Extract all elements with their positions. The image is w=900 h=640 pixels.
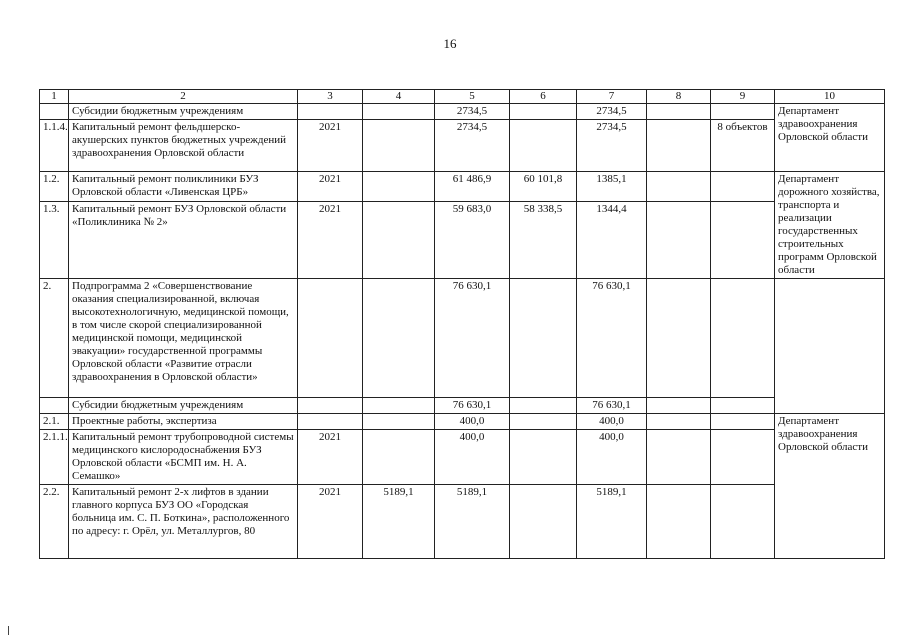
row-col4	[363, 398, 435, 414]
row-year	[298, 414, 363, 430]
table-row	[40, 414, 885, 430]
row-name: Субсидии бюджетным учреждениям	[69, 398, 298, 414]
table-row	[40, 430, 885, 485]
row-col4	[363, 172, 435, 202]
row-name: Капитальный ремонт фельдшерско-акушерских пунктов бюджетных учреждений здравоохранения Орловской области	[69, 120, 298, 172]
row-col4	[363, 430, 435, 485]
page-number: 16	[443, 36, 457, 51]
table-row	[40, 104, 885, 120]
row-index: 2.1.	[40, 414, 69, 430]
row-year: 2021	[298, 120, 363, 172]
row-col4: 5189,1	[363, 485, 435, 559]
row-col8	[647, 120, 711, 172]
table-header-row	[40, 90, 885, 104]
row-name: Подпрограмма 2 «Совершенствование оказания специализированной, включая высокотехнологичную, медицинской помощи, в том числе скорой специализированной медицинской помощи, медицинской эвакуации» государственной программы Орловской области «Развитие отрасли здравоохранения в Орловской области»	[69, 279, 298, 398]
row-col9	[711, 104, 775, 120]
row-col6	[510, 414, 577, 430]
row-name: Капитальный ремонт БУЗ Орловской области «Поликлиника № 2»	[69, 202, 298, 279]
row-col9	[711, 202, 775, 279]
row-col9	[711, 430, 775, 485]
row-col6: 60 101,8	[510, 172, 577, 202]
column-header: 9	[711, 90, 775, 104]
row-year: 2021	[298, 172, 363, 202]
row-col6	[510, 430, 577, 485]
column-header: 10	[775, 90, 885, 104]
responsible-empty	[775, 279, 885, 414]
responsible-department: Департамент дорожного хозяйства, транспорта и реализации государственных строительных программ Орловской области	[775, 172, 885, 279]
row-col8	[647, 172, 711, 202]
row-name: Субсидии бюджетным учреждениям	[69, 104, 298, 120]
row-index: 2.	[40, 279, 69, 398]
responsible-department: Департамент здравоохранения Орловской области	[775, 104, 885, 172]
row-col7: 76 630,1	[577, 279, 647, 398]
row-index: 1.2.	[40, 172, 69, 202]
row-col8	[647, 398, 711, 414]
row-col8	[647, 414, 711, 430]
row-col6	[510, 398, 577, 414]
row-col5: 400,0	[435, 414, 510, 430]
row-year: 2021	[298, 202, 363, 279]
row-col5: 5189,1	[435, 485, 510, 559]
row-col7: 5189,1	[577, 485, 647, 559]
row-name: Проектные работы, экспертиза	[69, 414, 298, 430]
row-col6	[510, 485, 577, 559]
scan-artifact	[8, 626, 9, 635]
column-header: 5	[435, 90, 510, 104]
table-row	[40, 202, 885, 279]
row-col7: 2734,5	[577, 104, 647, 120]
responsible-department: Департамент здравоохранения Орловской области	[775, 414, 885, 559]
row-col4	[363, 120, 435, 172]
row-col5: 76 630,1	[435, 398, 510, 414]
row-col6	[510, 279, 577, 398]
row-col7: 2734,5	[577, 120, 647, 172]
row-col9	[711, 172, 775, 202]
row-index: 2.2.	[40, 485, 69, 559]
row-col5: 61 486,9	[435, 172, 510, 202]
row-name: Капитальный ремонт поликлиники БУЗ Орловской области «Ливенская ЦРБ»	[69, 172, 298, 202]
column-header: 8	[647, 90, 711, 104]
row-col9: 8 объектов	[711, 120, 775, 172]
table-row	[40, 120, 885, 172]
row-col6: 58 338,5	[510, 202, 577, 279]
row-col5: 400,0	[435, 430, 510, 485]
row-col7: 76 630,1	[577, 398, 647, 414]
column-header: 3	[298, 90, 363, 104]
row-col7: 1344,4	[577, 202, 647, 279]
row-col4	[363, 104, 435, 120]
row-col6	[510, 104, 577, 120]
row-col7: 1385,1	[577, 172, 647, 202]
column-header: 7	[577, 90, 647, 104]
row-col4	[363, 414, 435, 430]
row-year: 2021	[298, 485, 363, 559]
table-row	[40, 398, 885, 414]
row-year	[298, 104, 363, 120]
row-name: Капитальный ремонт 2-х лифтов в здании главного корпуса БУЗ ОО «Городская больница им. С. П. Боткина», расположенного по адресу: г. Орёл, ул. Металлургов, 80	[69, 485, 298, 559]
row-year: 2021	[298, 430, 363, 485]
row-col9	[711, 398, 775, 414]
budget-table	[39, 89, 885, 559]
row-col9	[711, 485, 775, 559]
row-index: 1.3.	[40, 202, 69, 279]
row-col9	[711, 414, 775, 430]
row-index: 1.1.4.	[40, 120, 69, 172]
row-name: Капитальный ремонт трубопроводной системы медицинского кислородоснабжения БУЗ Орловской области «БСМП им. Н. А. Семашко»	[69, 430, 298, 485]
row-col8	[647, 485, 711, 559]
row-index	[40, 104, 69, 120]
column-header: 1	[40, 90, 69, 104]
row-col9	[711, 279, 775, 398]
table-row	[40, 279, 885, 398]
row-index: 2.1.1.	[40, 430, 69, 485]
row-col5: 2734,5	[435, 120, 510, 172]
row-index	[40, 398, 69, 414]
column-header: 2	[69, 90, 298, 104]
row-col6	[510, 120, 577, 172]
row-col5: 2734,5	[435, 104, 510, 120]
table-row	[40, 172, 885, 202]
row-col4	[363, 202, 435, 279]
table-row	[40, 485, 885, 559]
row-col7: 400,0	[577, 414, 647, 430]
row-year	[298, 279, 363, 398]
row-col8	[647, 430, 711, 485]
row-year	[298, 398, 363, 414]
row-col4	[363, 279, 435, 398]
row-col8	[647, 202, 711, 279]
row-col8	[647, 104, 711, 120]
row-col5: 59 683,0	[435, 202, 510, 279]
row-col8	[647, 279, 711, 398]
row-col5: 76 630,1	[435, 279, 510, 398]
column-header: 4	[363, 90, 435, 104]
column-header: 6	[510, 90, 577, 104]
row-col7: 400,0	[577, 430, 647, 485]
